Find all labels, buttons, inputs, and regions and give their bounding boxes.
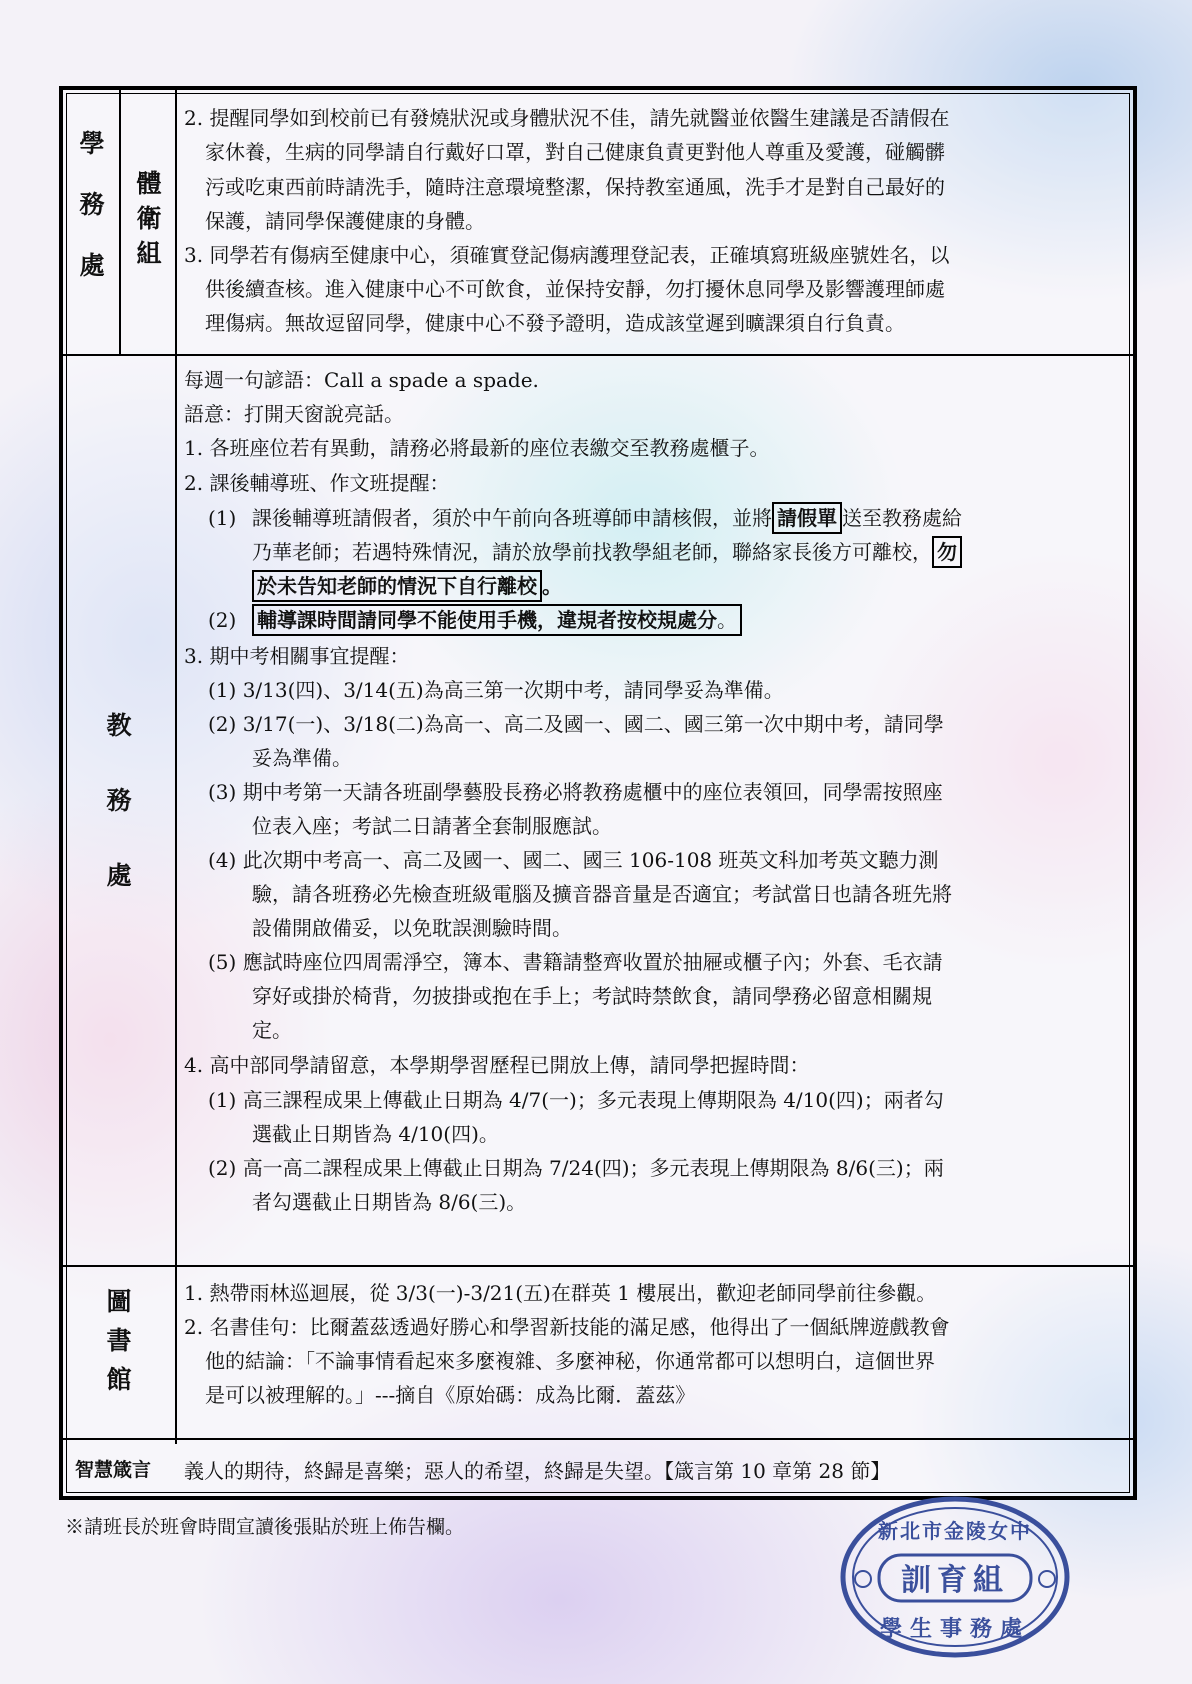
divider-label-content: [175, 90, 177, 1444]
tutoring-leave-line: [252, 508, 962, 528]
boxed-phone-rule: [252, 604, 742, 636]
exam-line: 定。: [252, 1018, 292, 1042]
exam-line: (3) 期中考第一天請各班副學藝股長務必將教務處櫃中的座位表領回，同學需按照座: [208, 780, 943, 804]
upload-line: 選截止日期皆為 4/10(四)。: [252, 1122, 499, 1146]
exam-line: (4) 此次期中考高一、高二及國一、國二、國三 106-108 班英文科加考英文聽力測: [208, 848, 939, 872]
exam-line: (2) 3/17(一)、3/18(二)為高一、高二及國一、國二、國三第一次中期中考，請同學: [208, 712, 944, 736]
jiaowu-item: 3. 期中考相關事宜提醒：: [184, 644, 410, 668]
exam-line: 設備開啟備妥，以免耽誤測驗時間。: [252, 916, 572, 940]
upload-line: 者勾選截止日期皆為 8/6(三)。: [252, 1190, 527, 1214]
text-run: 。: [717, 608, 737, 632]
library-line: 他的結論：「不論事情看起來多麼複雜、多麼神秘，你通常都可以想明白，這個世界: [205, 1349, 935, 1373]
text-run: 課後輔導班請假者，須於中午前向各班導師申請核假，並將: [252, 506, 772, 530]
unit-label-tiwei: 體衛組: [133, 170, 162, 275]
upload-line: (2) 高一高二課程成果上傳截止日期為 7/24(四)；多元表現上傳期限為 8/6(三)；兩: [208, 1156, 944, 1180]
divider-dept-unit: [119, 90, 121, 354]
text-run: 送至教務處給: [842, 506, 962, 530]
divider-xuewu: [63, 354, 1133, 356]
sub-item-label: (2): [208, 608, 237, 632]
svg-text:學生事務處: 學生事務處: [879, 1616, 1031, 1642]
boxed-warning: 於未告知老師的情況下自行離校: [252, 570, 542, 602]
text-run: 輔導課時間請同學不能使用手機，違規者按校規處分: [257, 608, 717, 632]
proverb-meaning: 語意：打開天窗說亮話。: [184, 402, 404, 426]
dept-label-xuewu: 學務處: [76, 130, 105, 313]
phone-rule-line: [252, 610, 742, 630]
wisdom-text: 義人的期待，終歸是喜樂；惡人的希望，終歸是失望。【箴言第 10 章第 28 節】: [184, 1459, 891, 1483]
jiaowu-item: 1. 各班座位若有異動，請務必將最新的座位表繳交至教務處櫃子。: [184, 436, 770, 460]
proverb: 每週一句諺語：Call a spade a spade.: [184, 368, 539, 392]
exam-line: (5) 應試時座位四周需淨空，簿本、書籍請整齊收置於抽屜或櫃子內；外套、毛衣請: [208, 950, 943, 974]
upload-line: (1) 高三課程成果上傳截止日期為 4/7(一)；多元表現上傳期限為 4/10(四)；兩者勾: [208, 1088, 944, 1112]
xuewu-line: 保護，請同學保護健康的身體。: [205, 209, 485, 233]
library-line: 是可以被理解的。」---摘自《原始碼：成為比爾．蓋茲》: [205, 1383, 696, 1407]
jiaowu-item: 2. 課後輔導班、作文班提醒：: [184, 471, 450, 495]
exam-line: 穿好或掛於椅背，勿披掛或抱在手上；考試時禁飲食，請同學務必留意相關規: [252, 984, 932, 1008]
dept-label-jiaowu: 教務處: [103, 712, 132, 937]
tutoring-leave-line: [252, 576, 562, 596]
xuewu-line: 污或吃東西前時請洗手，隨時注意環境整潔，保持教室通風，洗手才是對自己最好的: [205, 175, 945, 199]
wisdom-label: 智慧箴言: [75, 1459, 152, 1481]
posting-note: ※請班長於班會時間宣讀後張貼於班上佈告欄。: [65, 1516, 465, 1538]
library-line: 1. 熱帶雨林巡迴展，從 3/3(一)-3/21(五)在群英 1 樓展出，歡迎老師同學前往參觀。: [184, 1281, 937, 1305]
xuewu-line: 家休養，生病的同學請自行戴好口罩，對自己健康負責更對他人尊重及愛護，碰觸髒: [205, 140, 945, 164]
text-run: 乃華老師；若遇特殊情況，請於放學前找教學組老師，聯絡家長後方可離校，: [252, 540, 932, 564]
xuewu-line: 供後續查核。進入健康中心不可飲食，並保持安靜，勿打擾休息同學及影響護理師處: [205, 277, 945, 301]
sub-item-label: (1): [208, 506, 237, 530]
xuewu-line: 理傷病。無故逗留同學，健康中心不發予證明，造成該堂遲到曠課須自行負責。: [205, 311, 905, 335]
exam-line: (1) 3/13(四)、3/14(五)為高三第一次期中考，請同學妥為準備。: [208, 678, 784, 702]
divider-library: [63, 1438, 1133, 1440]
announcement-table: [59, 86, 1137, 1500]
text-run: 。: [542, 574, 562, 598]
library-line: 2. 名書佳句：比爾蓋茲透過好勝心和學習新技能的滿足感，他得出了一個紙牌遊戲教會: [184, 1315, 950, 1339]
jiaowu-item: 4. 高中部同學請留意，本學期學習歷程已開放上傳，請同學把握時間：: [184, 1053, 810, 1077]
office-seal-stamp: [835, 1493, 1075, 1661]
dept-label-library: 圖書館: [103, 1288, 132, 1405]
svg-text:新北市金陵女中: 新北市金陵女中: [878, 1519, 1032, 1543]
xuewu-line: 2. 提醒同學如到校前已有發燒狀況或身體狀況不佳，請先就醫並依醫生建議是否請假在: [184, 106, 950, 130]
boxed-leave-form: 請假單: [772, 502, 842, 534]
tutoring-leave-line: [252, 542, 962, 562]
divider-jiaowu: [63, 1265, 1133, 1267]
boxed-warning: 勿: [932, 536, 962, 568]
exam-line: 妥為準備。: [252, 746, 352, 770]
svg-text:訓育組: 訓育組: [901, 1563, 1009, 1598]
exam-line: 位表入座；考試二日請著全套制服應試。: [252, 814, 612, 838]
exam-line: 驗，請各班務必先檢查班級電腦及擴音器音量是否適宜；考試當日也請各班先將: [252, 882, 952, 906]
xuewu-line: 3. 同學若有傷病至健康中心，須確實登記傷病護理登記表，正確填寫班級座號姓名，以: [184, 243, 950, 267]
